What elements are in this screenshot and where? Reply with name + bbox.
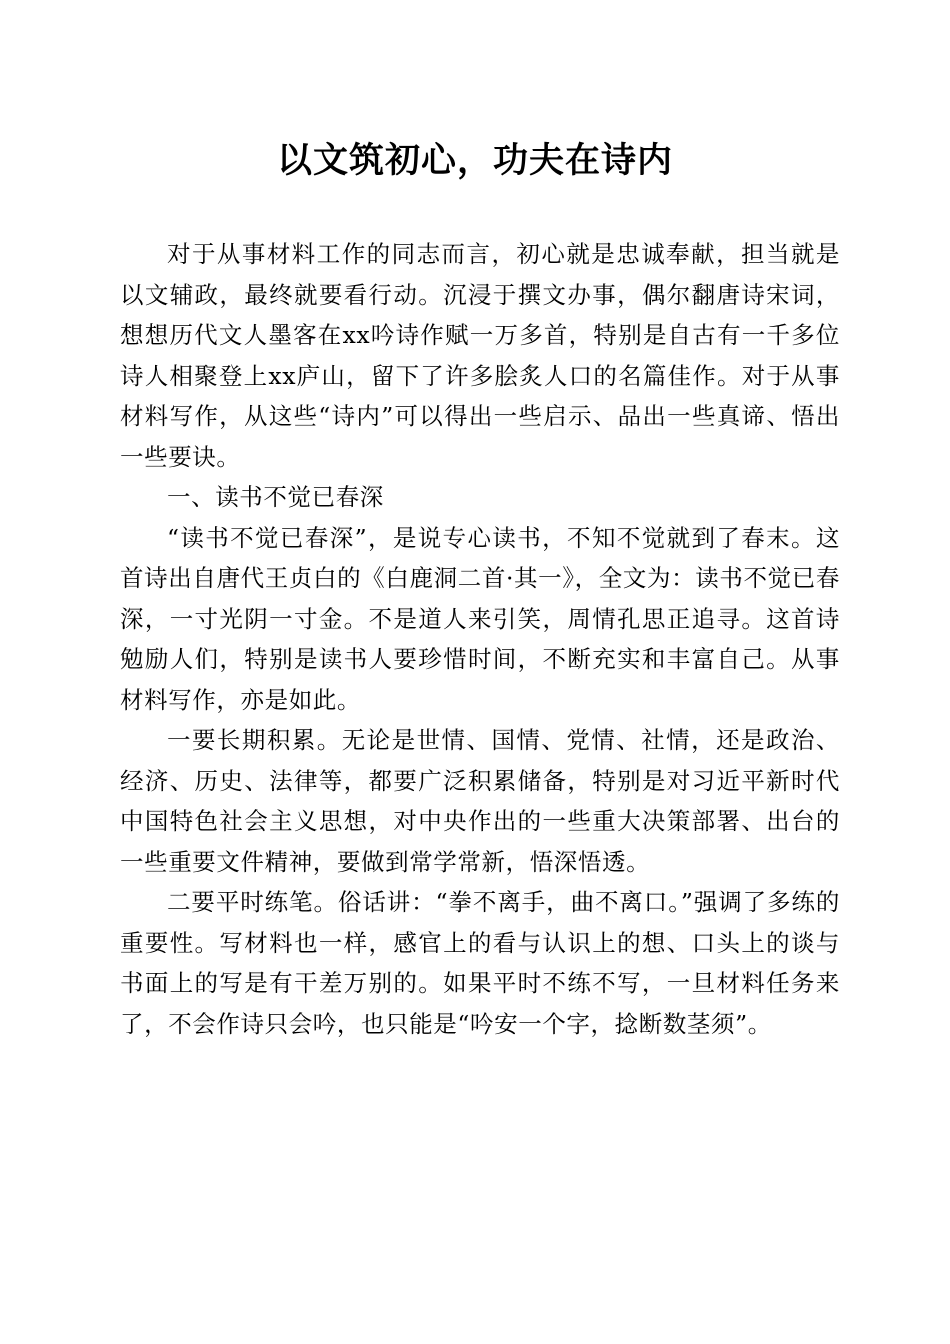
document-body bbox=[120, 234, 840, 1044]
section1-paragraph-2: 一要长期积累。无论是世情、国情、党情、社情，还是政治、经济、历史、法律等，都要广泛积累储备，特别是对习近平新时代中国特色社会主义思想，对中央作出的一些重大决策部署、出台的一些重要文件精神，要做到常学常新，悟深悟透。 bbox=[120, 726, 840, 876]
section1-paragraph-1: “读书不觉已春深”，是说专心读书，不知不觉就到了春末。这首诗出自唐代王贞白的《白鹿洞二首·其一》，全文为：读书不觉已春深，一寸光阴一寸金。不是道人来引笑，周情孔思正追寻。这首诗勉励人们，特别是读书人要珍惜时间，不断充实和丰富自己。从事材料写作，亦是如此。 bbox=[120, 523, 840, 714]
section-heading-1: 一、读书不觉已春深 bbox=[167, 483, 384, 511]
document-title: 以文筑初心，功夫在诗内 bbox=[276, 140, 673, 181]
intro-paragraph: 对于从事材料工作的同志而言，初心就是忠诚奉献，担当就是以文辅政，最终就要看行动。沉浸于撰文办事，偶尔翻唐诗宋词，想想历代文人墨客在xx吟诗作赋一万多首，特别是自古有一千多位诗人相聚登上xx庐山，留下了许多脍炙人口的名篇佳作。对于从事材料写作，从这些“诗内”可以得出一些启示、品出一些真谛、悟出一些要诀。 bbox=[120, 240, 840, 471]
section1-paragraph-3: 二要平时练笔。俗话讲：“拳不离手，曲不离口。”强调了多练的重要性。写材料也一样，感官上的看与认识上的想、口头上的谈与书面上的写是有干差万别的。如果平时不练不写，一旦材料任务来了，不会作诗只会吟，也只能是“吟安一个字，捻断数茎须”。 bbox=[120, 888, 840, 1038]
